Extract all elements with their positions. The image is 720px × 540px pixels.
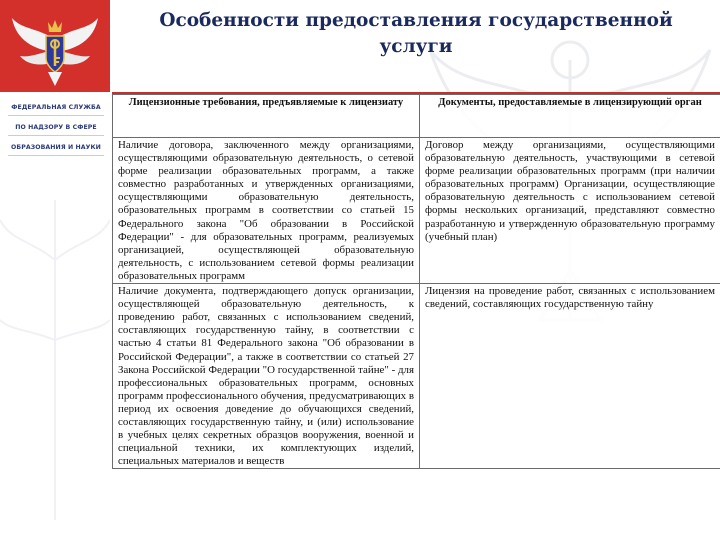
documents-cell: Договор между организациями, осуществляющими образовательную деятельность, участвующими в сетевой форме реализации образовательных программ (при наличии образовательных программ) Организации, осуществляющие образовательную деятельность с использованием сетевой формы нескольких организаций, представляют совместно разработанную и утвержденную образовательную программу (учебный план) (420, 138, 720, 284)
requirement-cell: Наличие документа, подтверждающего допуск организации, осуществляющей образовательную деятельность, к проведению работ, связанных с использованием сведений, составляющих государственную тайну, в соответствии с частью 4 статьи 81 Федерального закона "Об образовании в Российской Федерации", а также в соответствии со статьей 27 Закона Российской Федерации "О государственной тайне" - для профессиональных образовательных программ, основных программ профессионального обучения, предусматривающих в период их освоения доведение до обучающихся сведений, составляющих государственную тайну, и (или) использование в учебных целях секретных образцов вооружения, военной и специальной техники, их комплектующих изделий, специальных материалов и веществ (113, 284, 420, 469)
column-header-requirements: Лицензионные требования, предъявляемые к лицензиату (113, 95, 420, 138)
emblem-eagle-icon (0, 0, 110, 92)
agency-logo (0, 0, 110, 92)
requirement-cell: Наличие договора, заключенного между организациями, осуществляющими образовательную деятельность, о сетевой форме реализации образовательных программ, а также совместно разработанных и утвержденных организациями, осуществляющими образовательную деятельность, образовательных программ в соответствии со статьей 15 Федерального закона "Об образовании в Российской Федерации" - для образовательных программ, реализуемых организацией, осуществляющей образовательную деятельность, с использованием сетевой формы реализации образовательных программ (113, 138, 420, 284)
page-title-line-2: услуги (379, 36, 453, 57)
table-header-row (113, 95, 720, 138)
table-row (113, 138, 720, 284)
agency-name-line-1: ФЕДЕРАЛЬНАЯ СЛУЖБА (8, 102, 104, 116)
agency-name-line-3: ОБРАЗОВАНИЯ И НАУКИ (8, 142, 104, 156)
page-title (112, 8, 720, 60)
agency-name (8, 102, 104, 162)
agency-name-line-2: ПО НАДЗОРУ В СФЕРЕ (8, 122, 104, 136)
sidebar-watermark-icon (0, 180, 110, 540)
sidebar (0, 0, 110, 540)
requirements-table (112, 94, 720, 469)
page-title-line-1: Особенности предоставления государственной (159, 10, 673, 31)
column-header-documents: Документы, предоставляемые в лицензирующий орган (420, 95, 720, 138)
table-row (113, 284, 720, 469)
documents-cell: Лицензия на проведение работ, связанных с использованием сведений, составляющих государственную тайну (420, 284, 720, 469)
